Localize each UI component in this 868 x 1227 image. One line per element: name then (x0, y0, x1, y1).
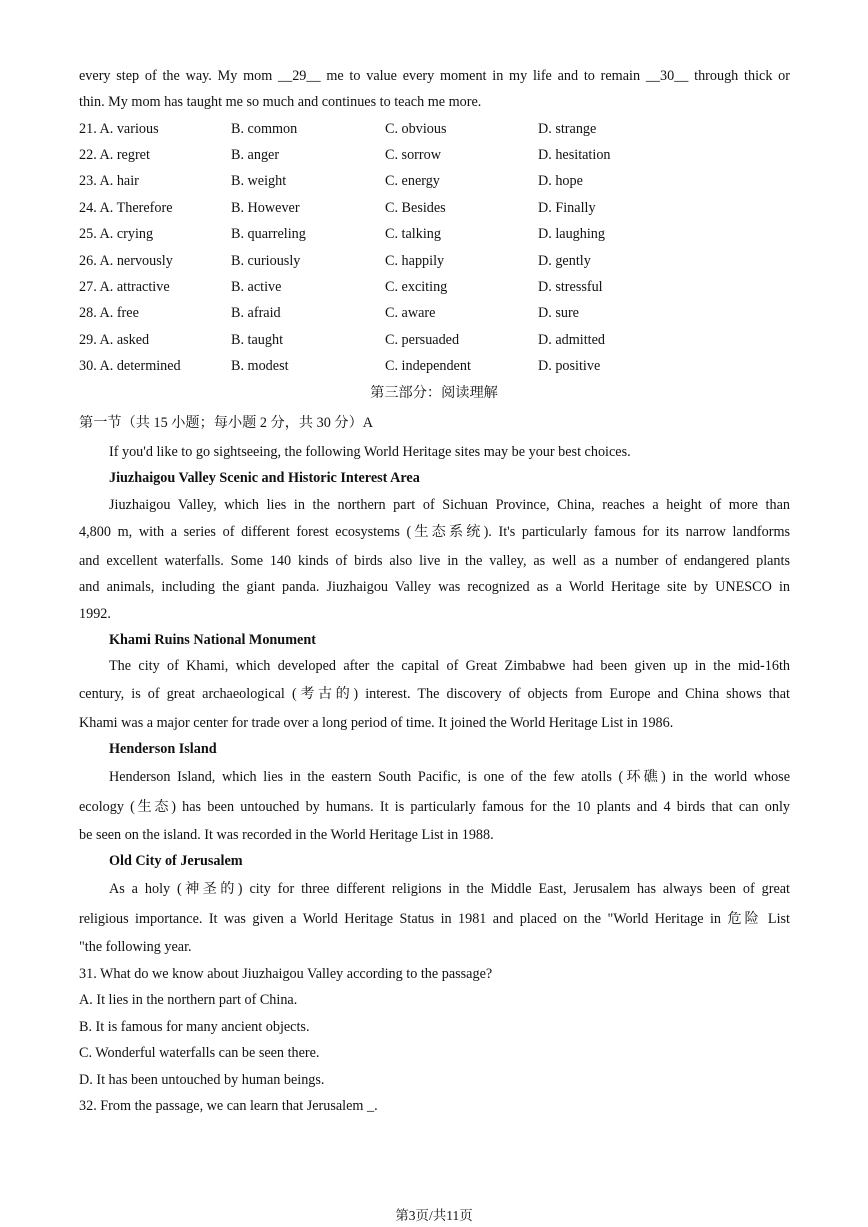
site-title-jerusalem: Old City of Jerusalem (109, 853, 243, 869)
site-title-jiuzhaigou: Jiuzhaigou Valley Scenic and Historic Interest Area (109, 470, 420, 486)
paragraph-line: religious importance. It was given a World Heritage Status in 1981 and placed on the "World Heritage in 危险 List (79, 911, 790, 927)
paragraph-line: The city of Khami, which developed after the capital of Great Zimbabwe had been given up in the mid-16th (109, 658, 790, 674)
paragraph-line: Jiuzhaigou Valley, which lies in the northern part of Sichuan Province, China, reaches a height of more than (109, 497, 790, 513)
question-31-option-c: C. Wonderful waterfalls can be seen there. (79, 1045, 320, 1061)
option-a: 26. A. nervously (79, 253, 173, 269)
option-d: D. sure (538, 305, 579, 321)
option-c: C. exciting (385, 279, 448, 295)
option-a: 23. A. hair (79, 173, 139, 189)
reading-intro: If you'd like to go sightseeing, the following World Heritage sites may be your best choices. (109, 444, 631, 460)
paragraph-line: and animals, including the giant panda. Jiuzhaigou Valley was recognized as a World Heritage site by UNESCO in (79, 579, 790, 595)
option-a: 30. A. determined (79, 358, 181, 374)
paragraph-line: century, is of great archaeological (考古的) interest. The discovery of objects from Europe and China shows that (79, 686, 790, 702)
question-32-stem: 32. From the passage, we can learn that Jerusalem _. (79, 1098, 378, 1114)
option-d: D. strange (538, 121, 597, 137)
option-c: C. Besides (385, 200, 446, 216)
option-b: B. However (231, 200, 300, 216)
option-c: C. talking (385, 226, 441, 242)
option-b: B. afraid (231, 305, 281, 321)
option-a: 29. A. asked (79, 332, 150, 348)
question-31-stem: 31. What do we know about Jiuzhaigou Valley according to the passage? (79, 966, 493, 982)
paragraph-line: Henderson Island, which lies in the eastern South Pacific, is one of the few atolls (环礁) in the world whose (109, 769, 790, 785)
option-c: C. obvious (385, 121, 447, 137)
option-a: 24. A. Therefore (79, 200, 173, 216)
part-title: 第三部分：阅读理解 (370, 385, 498, 401)
option-d: D. admitted (538, 332, 605, 348)
option-c: C. aware (385, 305, 436, 321)
option-c: C. energy (385, 173, 440, 189)
question-31-option-a: A. It lies in the northern part of China. (79, 992, 298, 1008)
paragraph-line: and excellent waterfalls. Some 140 kinds of birds also live in the valley, as well as a number of endangered plants (79, 553, 790, 569)
option-a: 27. A. attractive (79, 279, 170, 295)
intro-line-2: thin. My mom has taught me so much and continues to teach me more. (79, 94, 482, 110)
paragraph-line: As a holy (神圣的) city for three different religions in the Middle East, Jerusalem has always been of great (109, 881, 790, 897)
site-title-henderson: Henderson Island (109, 741, 217, 757)
option-d: D. Finally (538, 200, 596, 216)
option-a: 22. A. regret (79, 147, 150, 163)
option-b: B. curiously (231, 253, 301, 269)
intro-line-1: every step of the way. My mom __29__ me to value every moment in my life and to remain __30__ through thick or (79, 68, 790, 84)
paragraph-line: 1992. (79, 606, 111, 622)
paragraph-line: Khami was a major center for trade over a long period of time. It joined the World Heritage List in 1986. (79, 715, 674, 731)
option-d: D. positive (538, 358, 601, 374)
option-b: B. active (231, 279, 282, 295)
option-b: B. anger (231, 147, 280, 163)
option-c: C. sorrow (385, 147, 441, 163)
paragraph-line: be seen on the island. It was recorded in the World Heritage List in 1988. (79, 827, 494, 843)
option-b: B. common (231, 121, 298, 137)
option-c: C. persuaded (385, 332, 460, 348)
option-b: B. weight (231, 173, 287, 189)
question-31-option-b: B. It is famous for many ancient objects. (79, 1019, 310, 1035)
option-d: D. hope (538, 173, 583, 189)
option-d: D. laughing (538, 226, 605, 242)
option-d: D. gently (538, 253, 591, 269)
page-footer: 第3页/共11页 (395, 1208, 473, 1223)
paragraph-line: ecology (生态) has been untouched by humans. It is particularly famous for the 10 plants and 4 birds that can only (79, 799, 790, 815)
question-31-option-d: D. It has been untouched by human beings. (79, 1072, 325, 1088)
option-c: C. happily (385, 253, 445, 269)
option-b: B. modest (231, 358, 289, 374)
option-c: C. independent (385, 358, 471, 374)
option-b: B. quarreling (231, 226, 306, 242)
option-b: B. taught (231, 332, 284, 348)
option-a: 25. A. crying (79, 226, 154, 242)
paragraph-line: 4,800 m, with a series of different forest ecosystems (生态系统). It's particularly famous for its narrow landforms (79, 524, 790, 540)
option-a: 28. A. free (79, 305, 139, 321)
option-d: D. hesitation (538, 147, 611, 163)
paragraph-line: "the following year. (79, 939, 192, 955)
site-title-khami: Khami Ruins National Monument (109, 632, 316, 648)
option-d: D. stressful (538, 279, 603, 295)
section-header: 第一节（共 15 小题；每小题 2 分，共 30 分）A (79, 415, 373, 431)
option-a: 21. A. various (79, 121, 159, 137)
